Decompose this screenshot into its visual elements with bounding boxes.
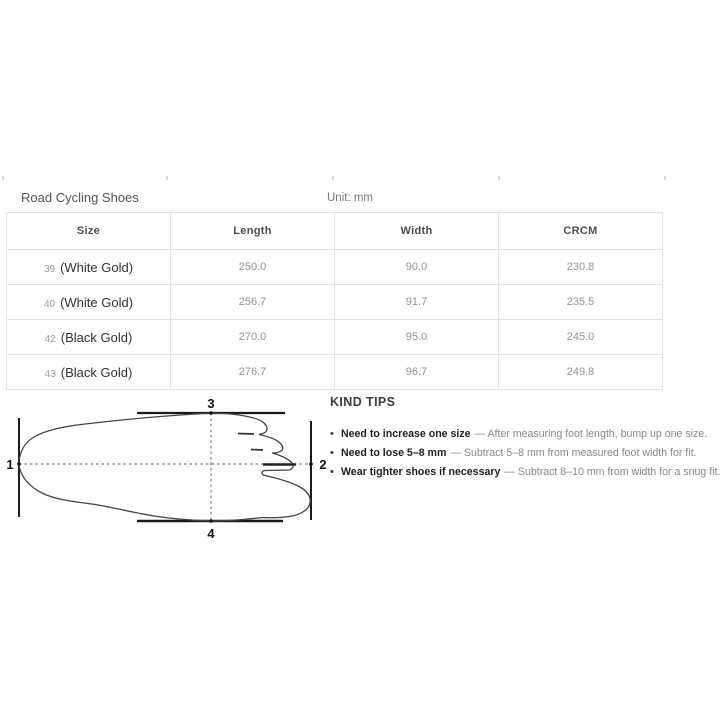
size-number: 42 (44, 333, 56, 345)
crcm-cell: 230.8 (499, 250, 663, 285)
tip-item (330, 425, 718, 444)
crcm-cell: 245.0 (499, 320, 663, 355)
toe-crease-mark (238, 434, 254, 435)
table-row (7, 285, 663, 320)
point-label-3: 3 (207, 396, 215, 411)
table-row (7, 355, 663, 390)
length-cell: 276.7 (171, 355, 335, 390)
bullet-icon: • (330, 428, 334, 440)
tip-bold-text: Wear tighter shoes if necessary (341, 466, 501, 478)
tip-bold-text: Need to lose 5–8 mm (341, 447, 447, 459)
tip-detail-text: — After measuring foot length, bump up one size. (474, 428, 708, 440)
tip-item (330, 444, 718, 463)
point-label-1: 1 (6, 457, 14, 472)
unit-label: Unit: mm (327, 192, 373, 204)
size-number: 39 (43, 263, 56, 275)
measure-point-dot (17, 462, 21, 466)
column-border-tick (166, 176, 168, 180)
measure-point-dot (209, 411, 213, 415)
column-border-tick (332, 176, 334, 180)
column-header-width: Width (335, 213, 499, 250)
point-label-4: 4 (207, 526, 215, 541)
size-cell (7, 355, 171, 390)
size-colorway: (White Gold) (60, 259, 134, 275)
column-border-tick (2, 176, 4, 180)
length-cell: 270.0 (171, 320, 335, 355)
width-cell: 96.7 (335, 355, 499, 390)
tip-item (330, 463, 718, 482)
kind-tips-list (330, 425, 718, 482)
size-number: 40 (43, 298, 56, 310)
crcm-cell: 249.8 (499, 355, 663, 390)
column-header-size: Size (7, 213, 171, 250)
length-cell: 250.0 (171, 250, 335, 285)
width-cell: 91.7 (335, 285, 499, 320)
size-table (6, 212, 663, 390)
column-header-length: Length (171, 213, 335, 250)
kind-tips-section (330, 395, 718, 482)
table-row (7, 250, 663, 285)
page-title: Road Cycling Shoes (21, 190, 139, 205)
size-cell (7, 285, 171, 320)
crcm-cell: 235.5 (499, 285, 663, 320)
size-colorway: (Black Gold) (60, 329, 133, 345)
table-row (7, 320, 663, 355)
bullet-icon: • (330, 447, 334, 459)
tip-detail-text: — Subtract 5–8 mm from measured foot width for fit. (450, 447, 697, 459)
tip-bold-text: Need to increase one size (341, 428, 471, 440)
bullet-icon: • (330, 466, 334, 478)
width-cell: 95.0 (335, 320, 499, 355)
length-cell: 256.7 (171, 285, 335, 320)
size-cell (7, 250, 171, 285)
tip-detail-text: — Subtract 8–10 mm from width for a snug fit. (504, 466, 720, 478)
size-colorway: (Black Gold) (60, 364, 133, 380)
column-border-tick (498, 176, 500, 180)
table-header-row (7, 213, 663, 250)
point-label-2: 2 (319, 457, 327, 472)
column-header-crcm: CRCM (499, 213, 663, 250)
measure-point-dot (209, 519, 213, 523)
kind-tips-heading: KIND TIPS (330, 395, 396, 409)
measure-point-dot (309, 462, 313, 466)
size-number: 43 (44, 368, 56, 380)
foot-outline (19, 413, 310, 521)
size-cell (7, 320, 171, 355)
toe-crease-mark (251, 450, 263, 451)
size-colorway: (White Gold) (60, 294, 134, 310)
column-border-tick (664, 176, 666, 180)
width-cell: 90.0 (335, 250, 499, 285)
foot-measurement-diagram (4, 393, 336, 545)
